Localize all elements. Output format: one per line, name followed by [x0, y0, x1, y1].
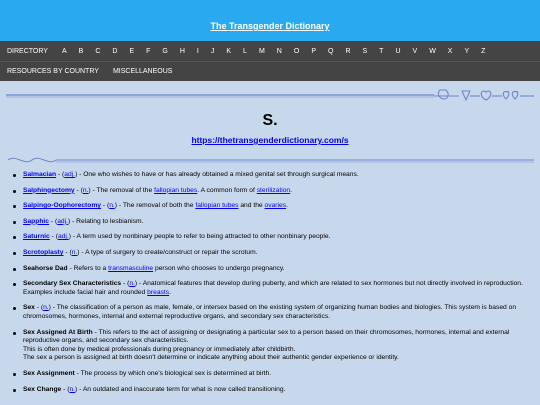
entry-crossref-link[interactable]: fallopian tubes [154, 186, 198, 194]
entry-crossref-link[interactable]: sterilization [256, 186, 291, 194]
nav-letter-r[interactable]: R [345, 47, 351, 55]
nav-letter-p[interactable]: P [311, 47, 316, 55]
nav-letter-d[interactable]: D [112, 47, 118, 55]
entry-part-of-speech[interactable]: n. [71, 248, 78, 256]
nav-letter-f[interactable]: F [146, 47, 151, 55]
nav-row-secondary [0, 62, 540, 81]
nav-letter-y[interactable]: Y [464, 47, 470, 55]
ornamental-divider-top [4, 88, 536, 102]
entry-part-of-speech[interactable]: adj. [57, 233, 69, 241]
nav-letter-i[interactable]: I [196, 47, 199, 55]
entry-definition-text: The removal of the [96, 186, 155, 194]
entry-part-of-speech[interactable]: adj. [57, 217, 68, 225]
entry-term: Sex [23, 304, 35, 312]
nav-letter-o[interactable]: O [293, 47, 300, 55]
entry-definition-text: The removal of both the [122, 202, 196, 210]
entry-definition-text: This refers to the act of assigning or designating a particular sex to a person based on their chromosomes, hormones, internal and external reproductive organs, and secondary sex characteristics. [23, 328, 510, 345]
nav-row-letters [0, 41, 540, 62]
dictionary-entry: Sex - (n.) - The classification of a person as male, female, or intersex based on the existing system of organizing human bodies and biologies. This system is based on chromosomes, hormones, internal and external reproductive organs, and secondary sex characteristics. [0, 304, 540, 321]
entry-term: Sex Assignment [23, 369, 75, 377]
nav-letter-e[interactable]: E [129, 47, 135, 55]
page-url-link[interactable]: https://thetransgenderdictionary.com/s [191, 135, 349, 145]
entry-term[interactable]: Scrotoplasty [23, 248, 64, 256]
entry-definition-text: Relating to lesbianism. [76, 217, 144, 225]
nav-letter-z[interactable]: Z [481, 47, 486, 55]
entry-crossref-link[interactable]: transmasculine [108, 264, 154, 272]
site-header [0, 0, 540, 41]
entry-definition-text: One who wishes to have or has already obtained a mixed genital set through surgical means. [83, 171, 359, 178]
entry-definition-text: . [169, 288, 171, 296]
entry-definition-text: Anatomical features that develop during puberty, and which are related to sex hormones but not directly involved in reproduction. Examples include facial hair and rounded [23, 280, 523, 296]
nav-letter-t[interactable]: T [379, 47, 384, 55]
entry-part-of-speech[interactable]: n. [129, 280, 135, 288]
entry-definition-text: The classification of a person as male, female, or intersex based on the existing system of organizing human bodies and biologies. This system is based on chromosomes, hormones, internal and external reproductive organs, and secondary sex characteristics. [23, 304, 517, 320]
nav-miscellaneous[interactable]: MISCELLANEOUS [112, 68, 173, 75]
entry-term: Sex Assigned At Birth [23, 328, 93, 336]
entry-definition-text: and the [238, 202, 265, 210]
entry-definition-text: person who chooses to undergo pregnancy. [153, 264, 285, 272]
nav-letter-l[interactable]: L [243, 47, 247, 55]
nav-letter-q[interactable]: Q [327, 47, 334, 55]
nav-letter-h[interactable]: H [179, 47, 185, 55]
nav-letter-k[interactable]: K [226, 47, 232, 55]
dictionary-entry: Sex Assigned At Birth - This refers to the act of assigning or designating a particular sex to a person based on their chromosomes, hormones, internal and external reproductive organs, and secondary sex characteristics. This is often done by medical professionals during pregnancy or immediately after childbirth. The sex a person is assigned at birth doesn't determine or indicate anything about their authentic gender experience or identity. [0, 329, 540, 363]
nav-letter-a[interactable]: A [61, 47, 67, 55]
entry-definition-text: This is often done by medical professionals during pregnancy or immediately after childbirth. [23, 345, 296, 353]
dictionary-entry: Salphingectomy - (n.) - The removal of the fallopian tubes. A common form of sterilization. [0, 187, 540, 196]
page-letter-heading: S. [262, 112, 278, 129]
entry-part-of-speech[interactable]: n. [82, 186, 89, 194]
dictionary-entry: Salpingo-Oophorectomy - (n.) - The removal of both the fallopian tubes and the ovaries. [0, 202, 540, 211]
nav-letter-v[interactable]: V [412, 47, 418, 55]
entry-part-of-speech[interactable]: n. [109, 202, 115, 210]
entry-definition-text: . [290, 186, 293, 194]
ornamental-divider-bottom [4, 153, 536, 167]
entry-definition-text: A type of surgery to create/construct or repair the scrotum. [85, 248, 258, 256]
nav-resources-by-country[interactable]: RESOURCES BY COUNTRY [7, 68, 99, 75]
nav-letter-w[interactable]: W [429, 47, 436, 55]
entry-crossref-link[interactable]: ovaries [264, 202, 287, 210]
site-title-link[interactable]: The Transgender Dictionary [210, 21, 330, 31]
nav-letter-n[interactable]: N [276, 47, 282, 55]
entry-definition-text: . [286, 202, 288, 210]
entry-definition-text: . A common form of [197, 186, 257, 194]
nav-letter-g[interactable]: G [162, 47, 168, 55]
dictionary-entry: Sapphic - (adj.) - Relating to lesbianism. [0, 218, 540, 227]
entry-definition-text: A term used by nonbinary people to refer to being attracted to other nonbinary people. [76, 233, 331, 241]
dictionary-entry: Saturnic - (adj.) - A term used by nonbinary people to refer to being attracted to other nonbinary people. [0, 233, 540, 242]
dictionary-entry: Scrotoplasty - (n.) - A type of surgery to create/construct or repair the scrotum. [0, 249, 540, 258]
entry-definition-text: The process by which one's biological sex is determined at birth. [80, 369, 272, 377]
nav-letter-j[interactable]: J [210, 47, 215, 55]
dictionary-entry: Sex Change - (n.) - An outdated and inaccurate term for what is now called transitioning. [0, 386, 540, 395]
nav-letter-c[interactable]: C [95, 47, 101, 55]
main-nav [0, 41, 540, 81]
entry-definition-text: An outdated and inaccurate term for what is now called transitioning. [82, 385, 286, 393]
entry-definition-text: The sex a person is assigned at birth doesn't determine or indicate anything about their authentic gender experience or identity. [23, 354, 399, 362]
nav-letter-s[interactable]: S [362, 47, 368, 55]
entry-term[interactable]: Salpingo-Oophorectomy [23, 202, 102, 210]
entry-term[interactable]: Salmacian [23, 171, 57, 178]
entry-term: Secondary Sex Characteristics [23, 280, 122, 288]
nav-letter-m[interactable]: M [258, 47, 265, 55]
nav-letter-x[interactable]: X [447, 47, 453, 55]
dictionary-entry: Seahorse Dad - Refers to a transmasculine person who chooses to undergo pregnancy. [0, 265, 540, 274]
dictionary-entry: Sex Assignment - The process by which one's biological sex is determined at birth. [0, 370, 540, 379]
entry-term: Seahorse Dad [23, 264, 68, 272]
nav-letter-b[interactable]: B [78, 47, 84, 55]
entry-definition-text: Refers to a [73, 264, 109, 272]
entry-term[interactable]: Salphingectomy [23, 186, 75, 194]
dictionary-entry: Salmacian - (adj.) - One who wishes to have or has already obtained a mixed genital set through surgical means. [0, 171, 540, 180]
entry-term: Sex Change [23, 385, 62, 393]
entry-part-of-speech[interactable]: n. [69, 385, 76, 393]
nav-letter-u[interactable]: U [395, 47, 401, 55]
entry-crossref-link[interactable]: breasts [147, 288, 170, 296]
dictionary-entry-list [0, 171, 540, 394]
entry-term[interactable]: Saturnic [23, 233, 50, 241]
entry-crossref-link[interactable]: fallopian tubes [195, 202, 239, 210]
entry-part-of-speech[interactable]: adj. [64, 171, 76, 178]
entry-part-of-speech[interactable]: n. [43, 304, 49, 312]
nav-directory[interactable]: DIRECTORY [7, 47, 48, 55]
dictionary-entry: Secondary Sex Characteristics - (n.) - Anatomical features that develop during puberty, and which are related to sex hormones but not directly involved in reproduction. Examples include facial hair and rounded breasts. [0, 280, 540, 297]
entry-term[interactable]: Sapphic [23, 217, 50, 225]
